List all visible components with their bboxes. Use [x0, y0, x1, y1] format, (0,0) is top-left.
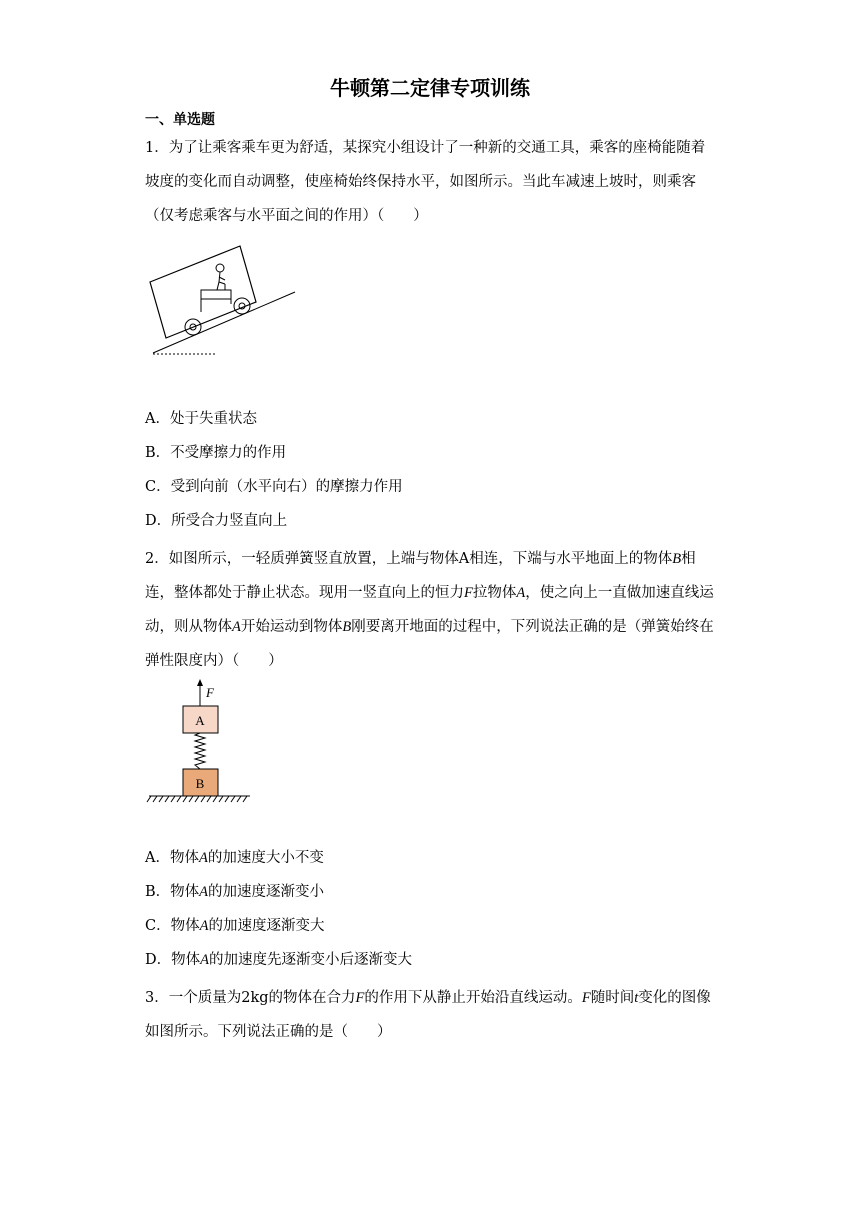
q1-option-d: D．所受合力竖直向上	[145, 513, 288, 529]
force-label: F	[206, 685, 214, 700]
section-heading: 一、单选题	[145, 112, 215, 128]
q1-option-c: C．受到向前（水平向右）的摩擦力作用	[145, 479, 403, 495]
q2-option-c: C．物体A的加速度逐渐变大	[145, 918, 325, 934]
question-3-text: 3．一个质量为2kg的物体在合力F的作用下从静止开始沿直线运动。F随时间t变化的图像如图所示。下列说法正确的是（ ）	[145, 990, 711, 1040]
q2-option-a: A．物体A的加速度大小不变	[145, 850, 324, 866]
q1-option-a: A．处于失重状态	[145, 411, 257, 427]
spring-blocks-figure	[145, 676, 255, 806]
block-a-label: A	[195, 713, 205, 728]
question-1-text: 1．为了让乘客乘车更为舒适，某探究小组设计了一种新的交通工具，乘客的座椅能随着坡度的变化而自动调整，使座椅始终保持水平，如图所示。当此车减速上坡时，则乘客（仅考虑乘客与水平面之间的作用）（ ）	[145, 140, 706, 224]
q2-option-b: B．物体A的加速度逐渐变小	[145, 884, 325, 900]
page-title: 牛顿第二定律专项训练	[330, 76, 530, 100]
block-b-label: B	[195, 776, 205, 791]
q2-option-d: D．物体A的加速度先逐渐变小后逐渐变大	[145, 952, 412, 968]
question-2-text: 2．如图所示，一轻质弹簧竖直放置，上端与物体A相连，下端与水平地面上的物体B相连，整体都处于静止状态。现用一竖直向上的恒力F拉物体A，使之向上一直做加速直线运动，则从物体A开始运动到物体B刚要离开地面的过程中，下列说法正确的是（弹簧始终在弹性限度内）（ ）	[145, 551, 714, 669]
incline-car-figure	[145, 240, 305, 365]
q1-option-b: B．不受摩擦力的作用	[145, 445, 287, 461]
